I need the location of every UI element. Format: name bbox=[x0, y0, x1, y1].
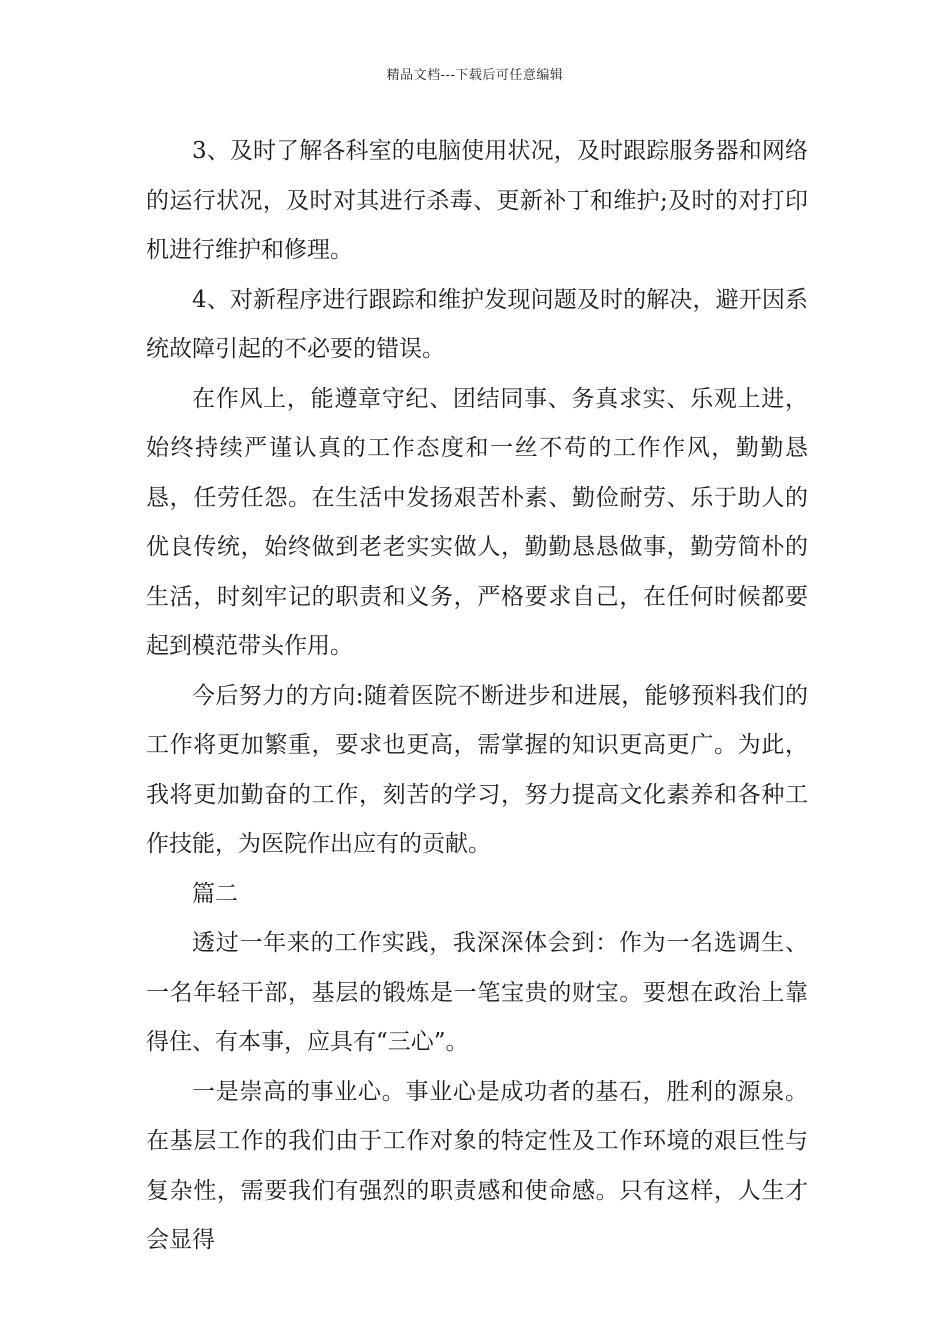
paragraph-work-style: 在作风上，能遵章守纪、团结同事、务真求实、乐观上进，始终持续严谨认真的工作态度和一丝不苟的工作作风，勤勤恳恳，任劳任怨。在生活中发扬艰苦朴素、勤俭耐劳、乐于助人的优良传统，始终做到老老实实做人，勤勤恳恳做事，勤劳简朴的生活，时刻牢记的职责和义务，严格要求自己，在任何时候都要起到模范带头作用。 bbox=[146, 385, 808, 659]
page-header: 精品文档---下载后可任意编辑 bbox=[386, 68, 564, 83]
document-body bbox=[146, 127, 808, 1266]
paragraph-future-direction: 今后努力的方向:随着医院不断进步和进展，能够预料我们的工作将更加繁重，要求也更高，需掌握的知识更高更广。为此，我将更加勤奋的工作，刻苦的学习，努力提高文化素养和各种工作技能，为医院作出应有的贡献。 bbox=[146, 682, 808, 857]
paragraph-part-two-intro: 透过一年来的工作实践，我深深体会到：作为一名选调生、一名年轻干部，基层的锻炼是一笔宝贵的财宝。要想在政治上靠得住、有本事，应具有“三心”。 bbox=[146, 930, 808, 1055]
paragraph-item-3: 3、及时了解各科室的电脑使用状况，及时跟踪服务器和网络的运行状况，及时对其进行杀毒、更新补丁和维护;及时的对打印机进行维护和修理。 bbox=[146, 138, 808, 263]
paragraph-item-4: 4、对新程序进行跟踪和维护发现问题及时的解决，避开因系统故障引起的不必要的错误。 bbox=[146, 286, 808, 362]
section-heading-part-two: 篇二 bbox=[192, 880, 238, 907]
paragraph-career-dedication: 一是崇高的事业心。事业心是成功者的基石，胜利的源泉。在基层工作的我们由于工作对象的特定性及工作环境的艰巨性与复杂性，需要我们有强烈的职责感和使命感。只有这样，人生才会显得 bbox=[146, 1078, 808, 1253]
